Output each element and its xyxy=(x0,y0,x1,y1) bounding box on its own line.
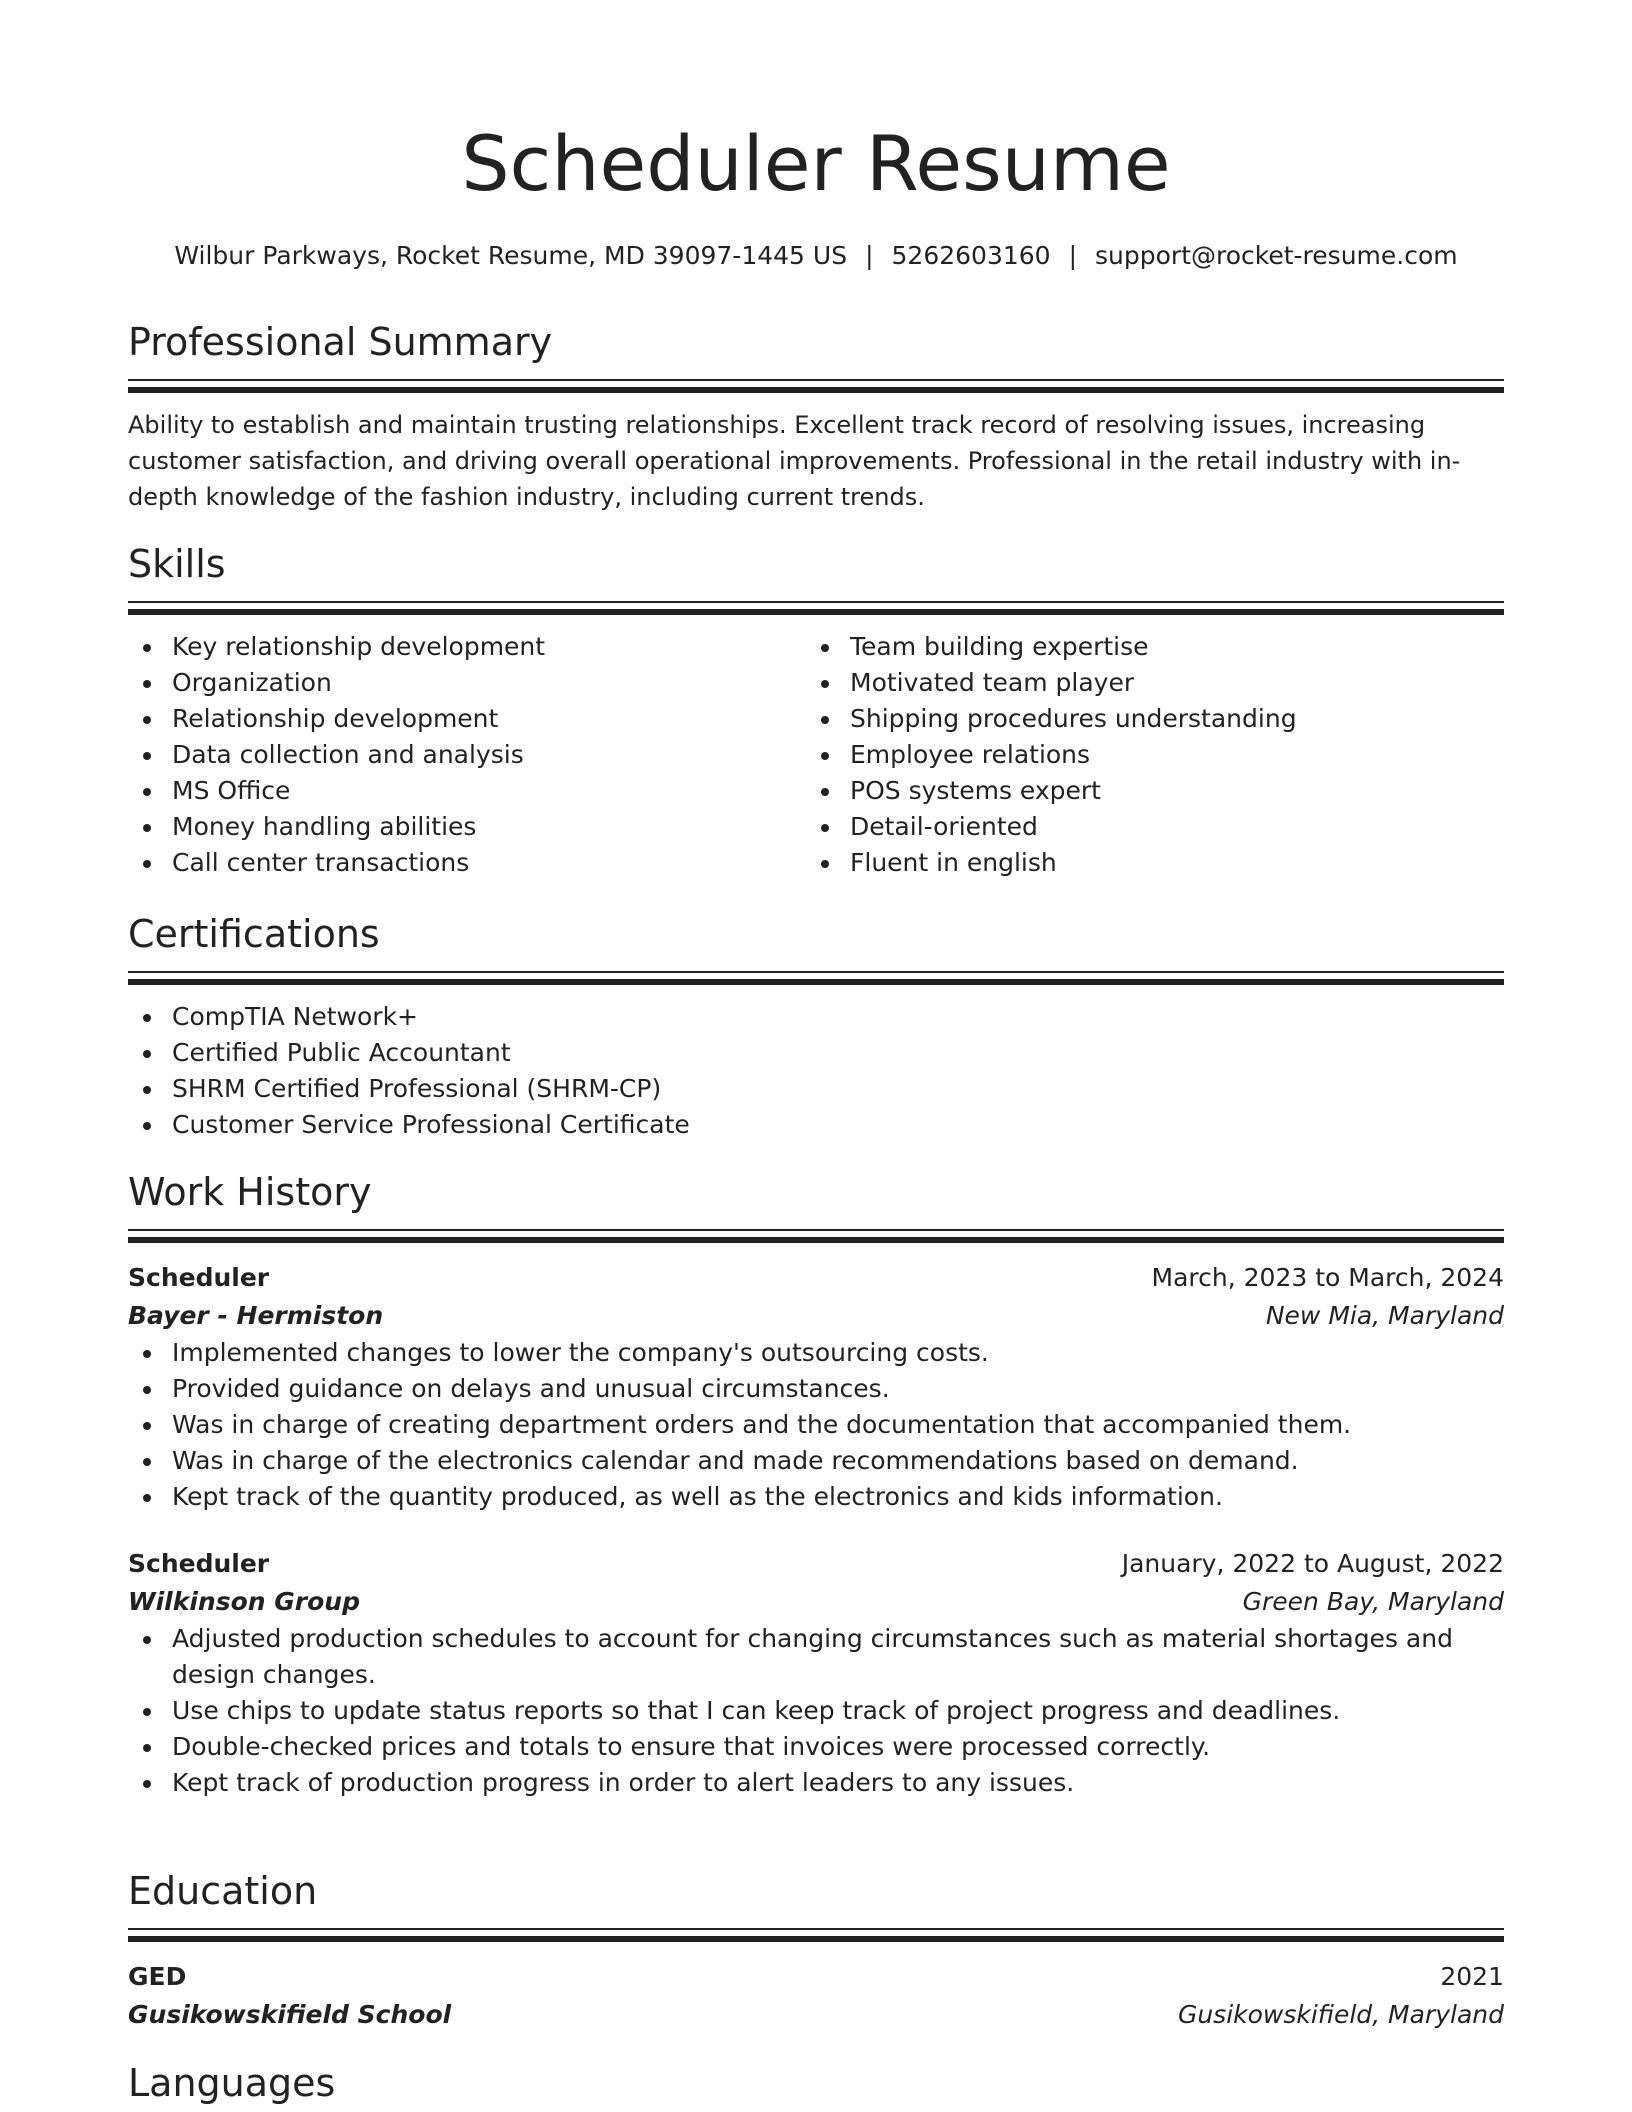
summary-text: Ability to establish and maintain trusting relationships. Excellent track record of resolving issues, increasing customer satisfaction, and driving overall operational improvements. Professional in the retail industry with in-depth knowledge of the fashion industry, including current trends. xyxy=(128,411,1461,511)
skill-item: Call center transactions xyxy=(172,845,806,881)
work-history-section xyxy=(128,1167,1504,1801)
section-divider-thick xyxy=(128,387,1504,393)
section-divider xyxy=(128,1229,1504,1231)
job-location: New Mia, Maryland xyxy=(1265,1301,1504,1330)
skill-item: Motivated team player xyxy=(850,665,1484,701)
section-title-work-history: Work History xyxy=(128,1170,372,1214)
job-title: Scheduler xyxy=(128,1549,270,1578)
job-company: Bayer - Hermiston xyxy=(128,1301,384,1330)
education-location: Gusikowskifield, Maryland xyxy=(1177,2000,1504,2029)
job-header-row xyxy=(128,1259,1504,1297)
job-dates: January, 2022 to August, 2022 xyxy=(1121,1549,1504,1578)
job-bullet: Was in charge of the electronics calendar and made recommendations based on demand. xyxy=(172,1443,1504,1479)
section-title-summary: Professional Summary xyxy=(128,320,553,364)
languages-section xyxy=(128,2058,1504,2108)
section-title-certifications: Certifications xyxy=(128,912,380,956)
job-bullet: Use chips to update status reports so that I can keep track of project progress and deadlines. xyxy=(172,1693,1504,1729)
certifications-section xyxy=(128,909,1504,1143)
contact-phone: 5262603160 xyxy=(891,241,1051,270)
skill-item: Key relationship development xyxy=(172,629,806,665)
certification-item: Certified Public Accountant xyxy=(172,1035,1504,1071)
skills-column-left xyxy=(128,629,806,881)
education-subheader-row xyxy=(128,1996,1504,2034)
skill-item: Employee relations xyxy=(850,737,1484,773)
skill-item: Shipping procedures understanding xyxy=(850,701,1484,737)
education-entry xyxy=(128,1958,1504,2034)
job-bullet: Was in charge of creating department orders and the documentation that accompanied them. xyxy=(172,1407,1504,1443)
education-section xyxy=(128,1866,1504,2034)
job-bullet: Double-checked prices and totals to ensure that invoices were processed correctly. xyxy=(172,1729,1504,1765)
job-bullet: Kept track of the quantity produced, as well as the electronics and kids information. xyxy=(172,1479,1504,1515)
education-year: 2021 xyxy=(1440,1962,1504,1991)
education-header-row xyxy=(128,1958,1504,1996)
job-title: Scheduler xyxy=(128,1263,270,1292)
job-dates: March, 2023 to March, 2024 xyxy=(1151,1263,1504,1292)
job-bullet: Provided guidance on delays and unusual circumstances. xyxy=(172,1371,1504,1407)
contact-email: support@rocket-resume.com xyxy=(1095,241,1458,270)
skill-item: Organization xyxy=(172,665,806,701)
skill-item: Data collection and analysis xyxy=(172,737,806,773)
summary-section xyxy=(128,317,1504,515)
contact-separator: | xyxy=(865,241,874,270)
section-title-education: Education xyxy=(128,1869,318,1913)
contact-address: Wilbur Parkways, Rocket Resume, MD 39097-1445 US xyxy=(174,241,848,270)
section-divider-thick xyxy=(128,979,1504,985)
job-bullet: Adjusted production schedules to account for changing circumstances such as material shortages and design changes. xyxy=(172,1621,1504,1693)
certification-item: CompTIA Network+ xyxy=(172,999,1504,1035)
skill-item: Detail-oriented xyxy=(850,809,1484,845)
section-divider-thick xyxy=(128,609,1504,615)
skill-item: Money handling abilities xyxy=(172,809,806,845)
job-subheader-row xyxy=(128,1297,1504,1335)
section-title-languages: Languages xyxy=(128,2061,336,2105)
resume-title: Scheduler Resume xyxy=(461,119,1171,208)
job-company: Wilkinson Group xyxy=(128,1587,360,1616)
skills-columns xyxy=(128,629,1504,881)
job-bullets xyxy=(128,1621,1504,1801)
skill-item: POS systems expert xyxy=(850,773,1484,809)
job-entry xyxy=(128,1259,1504,1515)
section-divider xyxy=(128,601,1504,603)
skills-section xyxy=(128,539,1504,881)
section-divider-thick xyxy=(128,1936,1504,1942)
section-divider xyxy=(128,379,1504,381)
job-location: Green Bay, Maryland xyxy=(1242,1587,1504,1616)
skills-list-right xyxy=(806,629,1484,881)
skill-item: MS Office xyxy=(172,773,806,809)
skills-list-left xyxy=(128,629,806,881)
job-bullets xyxy=(128,1335,1504,1515)
skill-item: Relationship development xyxy=(172,701,806,737)
job-bullet: Implemented changes to lower the company's outsourcing costs. xyxy=(172,1335,1504,1371)
section-title-skills: Skills xyxy=(128,542,226,586)
certification-item: SHRM Certified Professional (SHRM-CP) xyxy=(172,1071,1504,1107)
certification-item: Customer Service Professional Certificate xyxy=(172,1107,1504,1143)
section-divider xyxy=(128,971,1504,973)
education-degree: GED xyxy=(128,1962,187,1991)
skill-item: Fluent in english xyxy=(850,845,1484,881)
certifications-list xyxy=(128,999,1504,1143)
job-header-row xyxy=(128,1545,1504,1583)
contact-separator: | xyxy=(1068,241,1078,270)
contact-line xyxy=(128,238,1504,274)
section-divider-thick xyxy=(128,1237,1504,1243)
job-entry xyxy=(128,1545,1504,1801)
education-school: Gusikowskifield School xyxy=(128,2000,452,2029)
job-bullet: Kept track of production progress in order to alert leaders to any issues. xyxy=(172,1765,1504,1801)
job-subheader-row xyxy=(128,1583,1504,1621)
skill-item: Team building expertise xyxy=(850,629,1484,665)
section-divider xyxy=(128,1928,1504,1930)
skills-column-right xyxy=(806,629,1484,881)
